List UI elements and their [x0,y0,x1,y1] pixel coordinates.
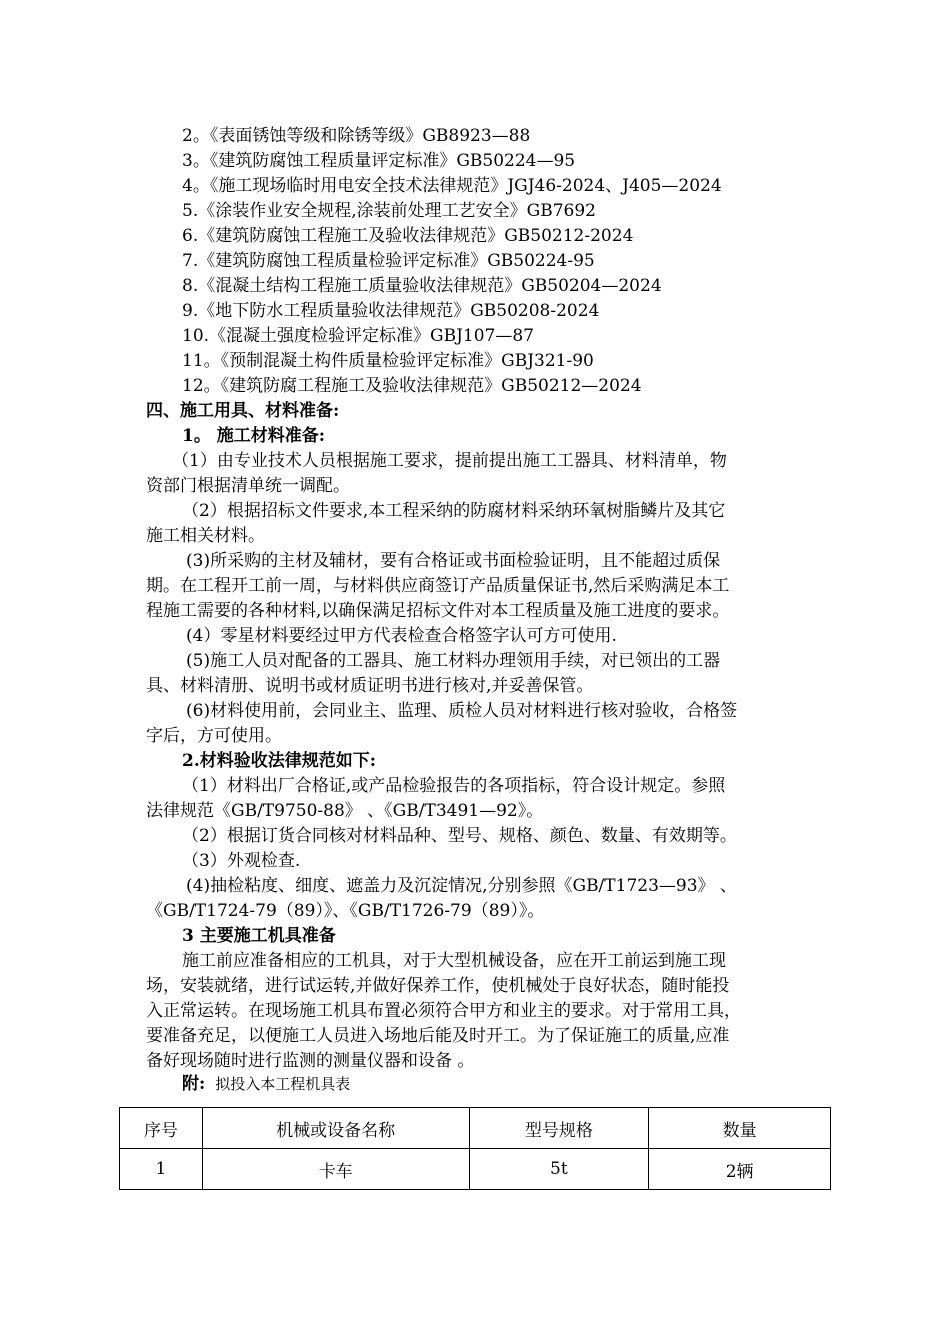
table-cell: 卡车 [202,1149,469,1190]
reference-item: 4。《施工现场临时用电安全技术法律规范》JGJ46-2024、J405—2024 [182,176,722,196]
table-header-cell: 机械或设备名称 [202,1108,469,1149]
table-cell: 2辆 [649,1149,831,1190]
paragraph-line: (5)施工人员对配备的工器具、施工材料办理领用手续，对已领出的工器 [186,651,721,671]
paragraph-line: 施工相关材料。 [146,526,265,546]
paragraph-line: (6)材料使用前，会同业主、监理、质检人员对材料进行核对验收，合格签 [186,701,738,721]
paragraph-line: （2）根据招标文件要求,本工程采纳的防腐材料采纳环氧树脂鳞片及其它 [182,501,726,521]
paragraph-line: 法律规范《GB/T9750-88》 、《GB/T3491—92》。 [146,801,544,821]
paragraph-line: （3）外观检查. [182,851,301,871]
reference-item: 5.《涂装作业安全规程,涂装前处理工艺安全》GB7692 [182,201,596,221]
paragraph-line: 入正常运转。在现场施工机具布置必须符合甲方和业主的要求。对于常用工具， [146,1001,741,1021]
subsection-heading: 1。 施工材料准备: [182,426,326,446]
table-header-cell: 序号 [120,1108,203,1149]
paragraph-line: 资部门根据清单统一调配。 [146,476,350,496]
paragraph-line: 场，安装就绪，进行试运转,并做好保养工作，使机械处于良好状态，随时能投 [146,976,730,996]
table-row [120,1149,831,1190]
appendix-text: 拟投入本工程机具表 [215,1075,351,1093]
appendix-label: 附: [182,1074,206,1094]
subsection-heading: 3 主要施工机具准备 [182,926,336,946]
appendix-caption [182,1072,350,1097]
reference-item: 6.《建筑防腐蚀工程施工及验收法律规范》GB50212-2024 [182,226,634,246]
table-header-cell: 型号规格 [469,1108,649,1149]
table-header-cell: 数量 [649,1108,831,1149]
paragraph-line: 《GB/T1724-79（89）》、《GB/T1726-79（89）》。 [146,901,545,921]
paragraph-line: (3)所采购的主材及辅材，要有合格证或书面检验证明，且不能超过质保 [186,551,721,571]
table-header-row [120,1108,831,1149]
table-cell: 5t [469,1149,649,1190]
reference-item: 9.《地下防水工程质量验收法律规范》GB50208-2024 [182,301,600,321]
reference-item: 3。《建筑防腐蚀工程质量评定标准》GB50224—95 [182,151,576,171]
reference-item: 2。《表面锈蚀等级和除锈等级》GB8923—88 [182,126,531,146]
paragraph-line: （1）由专业技术人员根据施工要求，提前提出施工工器具、材料清单，物 [172,451,727,471]
paragraph-line: （1）材料出厂合格证,或产品检验报告的各项指标，符合设计规定。参照 [182,776,726,796]
paragraph-line: 要准备充足，以便施工人员进入场地后能及时开工。为了保证施工的质量,应准 [146,1026,730,1046]
paragraph-line: 具、材料清册、说明书或材质证明书进行核对,并妥善保管。 [146,676,594,696]
paragraph-line: (4）零星材料要经过甲方代表检查合格签字认可方可使用. [186,626,617,646]
paragraph-line: 字后，方可使用。 [146,726,282,746]
paragraph-line: 期。在工程开工前一周，与材料供应商签订产品质量保证书,然后采购满足本工 [146,576,730,596]
paragraph-line: （2）根据订货合同核对材料品种、型号、规格、颜色、数量、有效期等。 [182,826,737,846]
section-heading: 四、施工用具、材料准备: [146,401,340,421]
subsection-heading: 2.材料验收法律规范如下: [182,751,377,771]
reference-item: 10.《混凝土强度检验评定标准》GBJ107—87 [182,326,535,346]
reference-item: 7.《建筑防腐蚀工程质量检验评定标准》GB50224-95 [182,251,595,271]
paragraph-line: 施工前应准备相应的工机具，对于大型机械设备，应在开工前运到施工现 [182,951,726,971]
reference-item: 12。《建筑防腐工程施工及验收法律规范》GB50212—2024 [182,376,642,396]
machine-table [119,1107,831,1190]
paragraph-line: (4)抽检粘度、细度、遮盖力及沉淀情况,分别参照《GB/T1723—93》 、 [186,876,737,896]
paragraph-line: 备好现场随时进行监测的测量仪器和设备 。 [146,1051,475,1071]
paragraph-line: 程施工需要的各种材料,以确保满足招标文件对本工程质量及施工进度的要求。 [146,601,730,621]
reference-item: 8.《混凝土结构工程施工质量验收法律规范》GB50204—2024 [182,276,662,296]
table-cell: 1 [120,1149,203,1190]
reference-item: 11。《预制混凝土构件质量检验评定标准》GBJ321-90 [182,351,594,371]
